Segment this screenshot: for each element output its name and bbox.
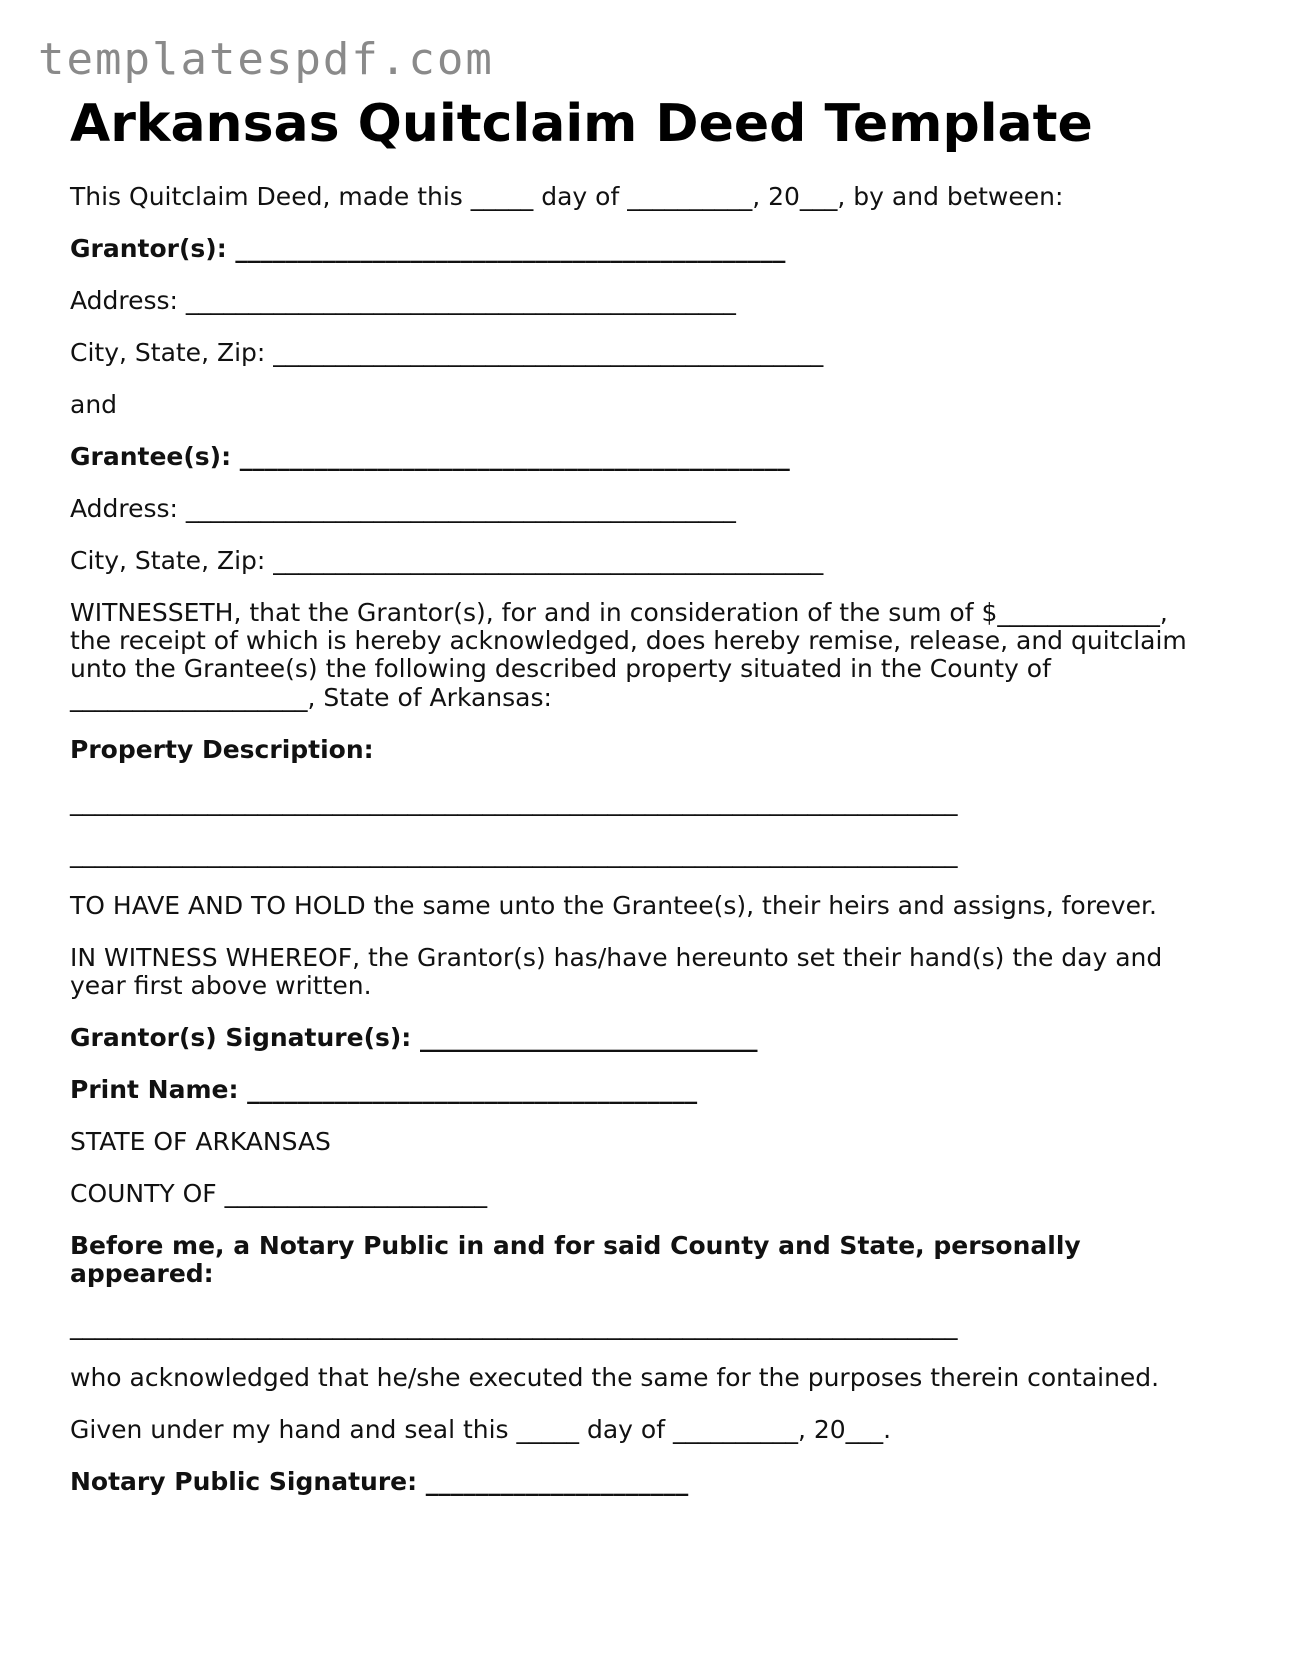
grantee-address-field[interactable]: Address: ____________________________________________ <box>70 494 736 523</box>
property-description-line-2[interactable]: _______________________________________________________________________ <box>70 839 958 868</box>
habendum-clause: TO HAVE AND TO HOLD the same unto the Grantee(s), their heirs and assigns, forever. <box>70 891 1157 920</box>
witnesseth-line-1: WITNESSETH, that the Grantor(s), for and in consideration of the sum of $_____________, <box>70 598 1168 627</box>
document-page <box>70 92 1230 1496</box>
appeared-name-field[interactable]: _______________________________________________________________________ <box>70 1311 958 1340</box>
and-text: and <box>70 390 118 419</box>
notary-intro-line-1: Before me, a Notary Public in and for said County and State, personally <box>70 1231 1081 1260</box>
state-heading: STATE OF ARKANSAS <box>70 1127 331 1156</box>
property-description-label: Property Description: <box>70 735 374 764</box>
acknowledgment-text: who acknowledged that he/she executed the same for the purposes therein contained. <box>70 1363 1160 1392</box>
watermark-text: templatespdf.com <box>38 34 494 85</box>
print-name-field[interactable]: Print Name: ____________________________________ <box>70 1075 698 1104</box>
notary-intro-line-2: appeared: <box>70 1259 214 1288</box>
grantor-name-field[interactable]: Grantor(s): ____________________________________________ <box>70 234 786 263</box>
given-under-hand-line: Given under my hand and seal this _____ day of __________, 20___. <box>70 1415 892 1444</box>
witnesseth-line-3: unto the Grantee(s) the following described property situated in the County of <box>70 654 1051 683</box>
grantor-address-field[interactable]: Address: ____________________________________________ <box>70 286 736 315</box>
in-witness-line-2: year first above written. <box>70 971 372 1000</box>
notary-signature-field[interactable]: Notary Public Signature: _____________________ <box>70 1467 689 1496</box>
grantor-city-field[interactable]: City, State, Zip: ____________________________________________ <box>70 338 824 367</box>
in-witness-line-1: IN WITNESS WHEREOF, the Grantor(s) has/have hereunto set their hand(s) the day and <box>70 943 1163 972</box>
document-title: Arkansas Quitclaim Deed Template <box>70 94 1093 154</box>
county-field[interactable]: COUNTY OF _____________________ <box>70 1179 488 1208</box>
grantor-signature-field[interactable]: Grantor(s) Signature(s): ___________________________ <box>70 1023 758 1052</box>
intro-line: This Quitclaim Deed, made this _____ day of __________, 20___, by and between: <box>70 182 1064 211</box>
grantee-city-field[interactable]: City, State, Zip: ____________________________________________ <box>70 546 824 575</box>
witnesseth-line-2: the receipt of which is hereby acknowledged, does hereby remise, release, and quitclaim <box>70 626 1187 655</box>
property-description-line-1[interactable]: _______________________________________________________________________ <box>70 787 958 816</box>
witnesseth-line-4: ___________________, State of Arkansas: <box>70 683 552 712</box>
grantee-name-field[interactable]: Grantee(s): ____________________________________________ <box>70 442 790 471</box>
